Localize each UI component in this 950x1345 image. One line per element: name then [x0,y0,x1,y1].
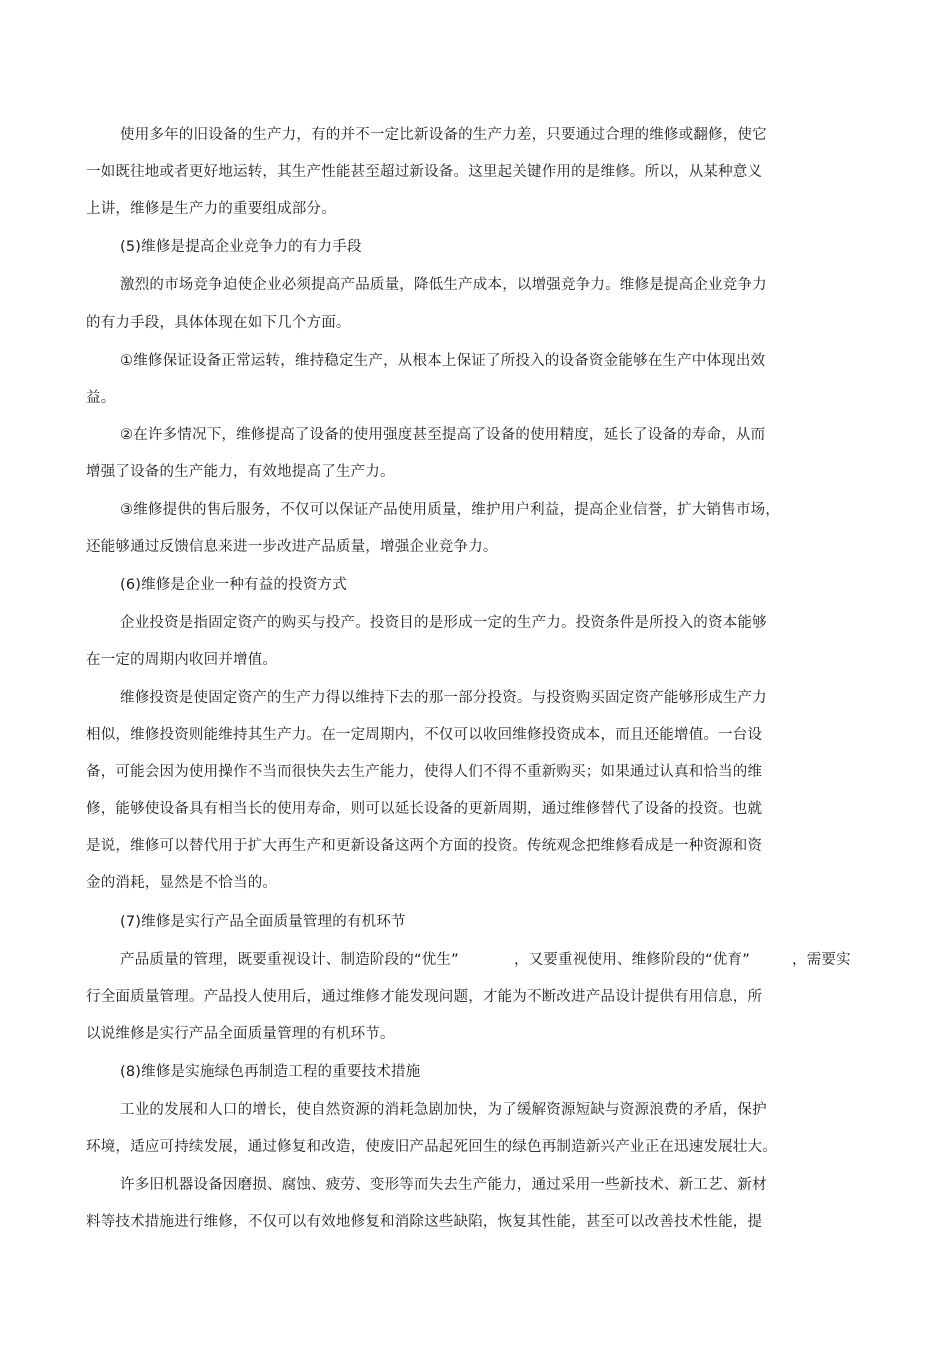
section-heading: (8)维修是实施绿色再制造工程的重要技术措施 [120,1064,421,1080]
text-line: 相似，维修投资则能维持其生产力。在一定周期内，不仅可以收回维修投资成本，而且还能增值。一台设 [86,727,763,743]
text-line: 行全面质量管理。产品投人使用后，通过维修才能发现问题，才能为不断改进产品设计提供有用信息，所 [86,989,763,1005]
text-line: 料等技术措施进行维修，不仅可以有效地修复和消除这些缺陷，恢复其性能，甚至可以改善技术性能，提 [86,1214,763,1230]
text-line: 一如既往地或者更好地运转，其生产性能甚至超过新设备。这里起关键作用的是维修。所以，从某种意义 [86,164,763,180]
text-line: 的有力手段，具体体现在如下几个方面。 [86,315,351,331]
text-line: 还能够通过反馈信息来进一步改进产品质量，增强企业竞争力。 [86,539,498,555]
section-heading: (5)维修是提高企业竞争力的有力手段 [120,239,362,255]
text-line: 许多旧机器设备因磨损、腐蚀、疲劳、变形等而失去生产能力，通过采用一些新技术、新工艺、新材 [120,1177,767,1193]
text-line: 激烈的市场竞争迫使企业必须提高产品质量，降低生产成本，以增强竞争力。维修是提高企业竞争力 [120,277,767,293]
text-line: ①维修保证设备正常运转，维持稳定生产，从根本上保证了所投入的设备资金能够在生产中体现出效 [120,353,766,369]
text-line: 上讲，维修是生产力的重要组成部分。 [86,201,336,217]
section-heading: (6)维修是企业一种有益的投资方式 [120,577,347,593]
text-line: ，又要重视使用、维修阶段的“优育” [514,952,750,968]
text-line: 修，能够使设备具有相当长的使用寿命，则可以延长设备的更新周期，通过维修替代了设备的投资。也就 [86,801,763,817]
text-line: 以说维修是实行产品全面质量管理的有机环节。 [86,1026,395,1042]
text-line: 益。 [86,390,116,406]
text-line: ③维修提供的售后服务，不仅可以保证产品使用质量，维护用户利益，提高企业信誉，扩大销售市场， [120,502,780,518]
text-line: 在一定的周期内收回并增值。 [86,652,278,668]
text-line: 产品质量的管理，既要重视设计、制造阶段的“优生” [120,952,459,968]
text-line: 使用多年的旧设备的生产力，有的并不一定比新设备的生产力差，只要通过合理的维修或翻修，使它 [120,127,767,143]
text-line: ，需要实 [792,952,851,968]
text-line: 工业的发展和人口的增长，使自然资源的消耗急剧加快，为了缓解资源短缺与资源浪费的矛盾，保护 [120,1102,767,1118]
text-line: 备，可能会因为使用操作不当而很快失去生产能力，使得人们不得不重新购买；如果通过认真和恰当的维 [86,764,763,780]
text-line: ②在许多情况下，维修提高了设备的使用强度甚至提高了设备的使用精度，延长了设备的寿命，从而 [120,427,766,443]
text-line: 增强了设备的生产能力，有效地提高了生产力。 [86,464,395,480]
text-line: 金的消耗，显然是不恰当的。 [86,875,278,891]
text-line: 企业投资是指固定资产的购买与投产。投资目的是形成一定的生产力。投资条件是所投入的资本能够 [120,615,767,631]
text-line: 维修投资是使固定资产的生产力得以维持下去的那一部分投资。与投资购买固定资产能够形成生产力 [120,690,767,706]
text-line: 环境，适应可持续发展，通过修复和改造，使废旧产品起死回生的绿色再制造新兴产业正在迅速发展壮大。 [86,1139,777,1155]
text-line: 是说，维修可以替代用于扩大再生产和更新设备这两个方面的投资。传统观念把维修看成是一种资源和资 [86,838,763,854]
section-heading: (7)维修是实行产品全面质量管理的有机环节 [120,914,406,930]
